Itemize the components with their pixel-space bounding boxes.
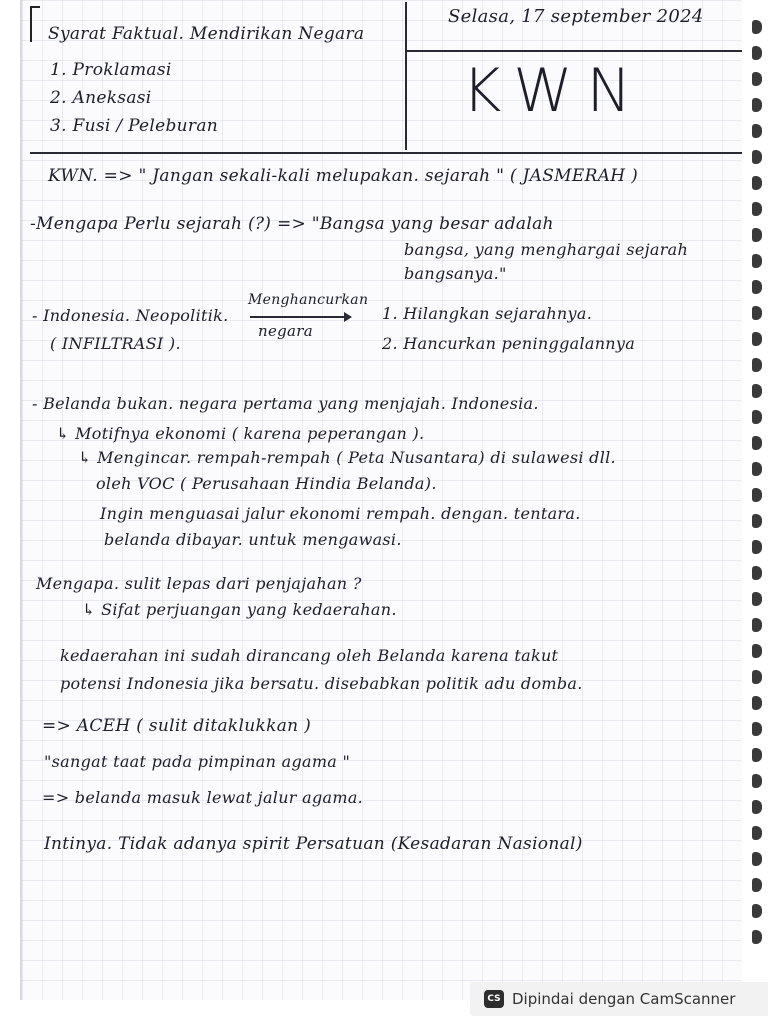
spiral-ring-icon bbox=[752, 592, 762, 606]
spiral-ring-icon bbox=[752, 410, 762, 424]
spiral-ring-icon bbox=[752, 514, 762, 528]
spiral-ring-icon bbox=[752, 904, 762, 918]
line-rempah: ↳ Mengincar. rempah-rempah ( Peta Nusantara) di sulawesi dll. bbox=[78, 448, 616, 467]
line-neopolitik: - Indonesia. Neopolitik. bbox=[32, 306, 229, 325]
spiral-ring-icon bbox=[752, 748, 762, 762]
header-left-title: Syarat Faktual. Mendirikan Negara bbox=[48, 24, 365, 44]
spiral-ring-icon bbox=[752, 826, 762, 840]
spiral-ring-icon bbox=[752, 774, 762, 788]
header-list-item-2: 2. Aneksasi bbox=[50, 88, 152, 108]
spiral-ring-icon bbox=[752, 358, 762, 372]
spiral-ring-icon bbox=[752, 254, 762, 268]
spiral-binding bbox=[746, 20, 768, 980]
spiral-ring-icon bbox=[752, 670, 762, 684]
spiral-ring-icon bbox=[752, 20, 762, 34]
spiral-ring-icon bbox=[752, 852, 762, 866]
spiral-ring-icon bbox=[752, 696, 762, 710]
arrow-label-top: Menghancurkan bbox=[248, 292, 369, 308]
line-step-2: 2. Hancurkan peninggalannya bbox=[382, 334, 636, 353]
spiral-ring-icon bbox=[752, 150, 762, 164]
line-aceh: => ACEH ( sulit ditaklukkan ) bbox=[42, 716, 312, 736]
spiral-ring-icon bbox=[752, 124, 762, 138]
line-sifat: ↳ Sifat perjuangan yang kedaerahan. bbox=[82, 600, 397, 619]
spiral-ring-icon bbox=[752, 98, 762, 112]
header-list-item-1: 1. Proklamasi bbox=[50, 60, 172, 80]
spiral-ring-icon bbox=[752, 488, 762, 502]
spiral-ring-icon bbox=[752, 436, 762, 450]
arrow-label-bottom: negara bbox=[258, 322, 313, 340]
spiral-ring-icon bbox=[752, 72, 762, 86]
spiral-ring-icon bbox=[752, 280, 762, 294]
line-why-history-3: bangsanya." bbox=[404, 264, 507, 283]
line-taat: "sangat taat pada pimpinan agama " bbox=[44, 752, 351, 771]
line-kedaerahan: kedaerahan ini sudah dirancang oleh Belanda karena takut bbox=[60, 646, 559, 665]
line-sulit-lepas: Mengapa. sulit lepas dari penjajahan ? bbox=[36, 574, 362, 593]
line-menguasai: Ingin menguasai jalur ekonomi rempah. dengan. tentara. bbox=[100, 504, 581, 523]
line-infiltrasi: ( INFILTRASI ). bbox=[50, 334, 181, 353]
corner-mark bbox=[30, 6, 40, 42]
header-subject: KWN bbox=[462, 56, 646, 126]
line-dibayar: belanda dibayar. untuk mengawasi. bbox=[104, 530, 402, 549]
spiral-ring-icon bbox=[752, 800, 762, 814]
header-date-divider bbox=[407, 50, 742, 52]
line-belanda: - Belanda bukan. negara pertama yang menjajah. Indonesia. bbox=[32, 394, 539, 413]
line-jasmerah: KWN. => " Jangan sekali-kali melupakan. sejarah " ( JASMERAH ) bbox=[48, 166, 639, 186]
line-motif: ↳ Motifnya ekonomi ( karena peperangan ). bbox=[56, 424, 425, 443]
line-step-1: 1. Hilangkan sejarahnya. bbox=[382, 304, 593, 323]
spiral-ring-icon bbox=[752, 202, 762, 216]
header-bottom-divider bbox=[30, 152, 742, 154]
camscanner-text: Dipindai dengan CamScanner bbox=[512, 990, 736, 1008]
spiral-ring-icon bbox=[752, 384, 762, 398]
header-list-item-3: 3. Fusi / Peleburan bbox=[50, 116, 219, 136]
spiral-ring-icon bbox=[752, 566, 762, 580]
spiral-ring-icon bbox=[752, 878, 762, 892]
spiral-ring-icon bbox=[752, 722, 762, 736]
line-why-history-2: bangsa, yang menghargai sejarah bbox=[404, 240, 689, 259]
spiral-ring-icon bbox=[752, 228, 762, 242]
line-voc: oleh VOC ( Perusahaan Hindia Belanda). bbox=[96, 474, 437, 493]
line-agama: => belanda masuk lewat jalur agama. bbox=[42, 788, 364, 807]
spiral-ring-icon bbox=[752, 618, 762, 632]
arrow-icon bbox=[250, 316, 350, 318]
spiral-ring-icon bbox=[752, 644, 762, 658]
header-date: Selasa, 17 september 2024 bbox=[448, 6, 704, 27]
line-potensi: potensi Indonesia jika bersatu. disebabkan politik adu domba. bbox=[60, 674, 583, 693]
line-intinya: Intinya. Tidak adanya spirit Persatuan (Kesadaran Nasional) bbox=[44, 834, 583, 854]
spiral-ring-icon bbox=[752, 462, 762, 476]
spiral-ring-icon bbox=[752, 306, 762, 320]
spiral-ring-icon bbox=[752, 176, 762, 190]
header-vertical-divider bbox=[405, 2, 407, 150]
spiral-ring-icon bbox=[752, 332, 762, 346]
spiral-ring-icon bbox=[752, 930, 762, 944]
camscanner-logo-icon: CS bbox=[484, 990, 504, 1008]
spiral-ring-icon bbox=[752, 540, 762, 554]
spiral-ring-icon bbox=[752, 46, 762, 60]
camscanner-watermark bbox=[470, 982, 768, 1016]
line-why-history: -Mengapa Perlu sejarah (?) => "Bangsa yang besar adalah bbox=[30, 214, 554, 234]
